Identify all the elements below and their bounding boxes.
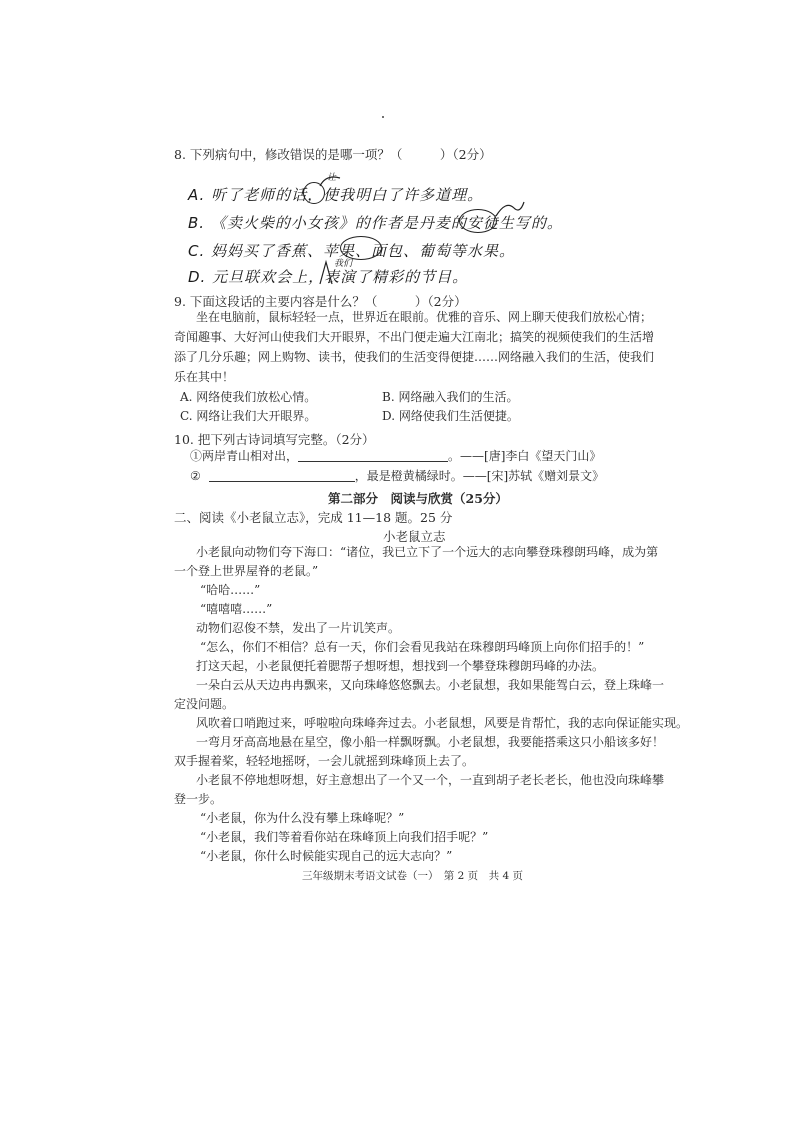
q10-blank-2[interactable] [209,481,355,482]
q8-a-correction-mark: 让 [327,173,337,183]
q10-line-1-start: ①两岸青山相对出， [190,449,299,463]
story-line: 双手握着桨，轻轻地摇呀，一会儿就摇到珠峰顶上去了。 [174,754,475,768]
q9-option-a: A. 网络使我们放松心情。 [180,390,317,404]
q9-paragraph-line: 添了几分乐趣；网上购物、读书，使我们的生活变得便捷……网络融入我们的生活，使我们 [174,350,655,364]
q8-a-insert-arc [318,174,342,188]
scan-speck [382,116,384,118]
q9-option-c: C. 网络让我们大开眼界。 [180,409,317,423]
story-line: “小老鼠，我们等着看你站在珠峰顶上向我们招手呢？” [200,830,489,844]
q10-stem: 10. 把下列古诗词填写完整。（2分） [174,432,375,447]
story-line: “小老鼠，你为什么没有攀上珠峰呢？” [200,811,405,825]
story-line: 动物们忍俊不禁，发出了一片讥笑声。 [196,621,401,635]
q10-line-2-end: ，最是橙黄橘绿时。——[宋]苏轼《赠刘景文》 [354,469,605,483]
q8-d-insert-caret [316,258,334,286]
story-line: 一个登上世界屋脊的老鼠。” [174,564,319,578]
q10-blank-1[interactable] [298,461,448,462]
story-title: 小老鼠立志 [383,529,446,544]
story-line: “嘻嘻嘻……” [200,602,273,616]
q10-line-2-start: ② [190,469,201,483]
q8-b-delete-mark [494,198,526,220]
q8-d-correction-mark: 我们 [334,259,353,269]
story-line: “怎么，你们不相信？总有一天，你们会看见我站在珠穆朗玛峰顶上向你们招手的！” [200,640,645,654]
q10-line-2 [190,470,604,482]
q8-option-c: C. 妈妈买了香蕉、苹果、面包、葡萄等水果。 [188,242,516,260]
q9-paragraph-line: 坐在电脑前，鼠标轻轻一点，世界近在眼前。优雅的音乐、网上聊天使我们放松心情； [196,310,653,324]
story-line: 打这天起，小老鼠便托着腮帮子想呀想，想找到一个攀登珠穆朗玛峰的办法。 [196,659,605,673]
q8-option-d: D. 元旦联欢会上，表演了精彩的节目。 [188,268,469,286]
q8-stem: 8. 下列病句中，修改错误的是哪一项？（ ）（2分） [174,147,492,162]
story-line: “小老鼠，你什么时候能实现自己的远大志向？” [200,849,453,863]
q10-line-1-end: 。——[唐]李白《望天门山》 [448,449,602,463]
story-line: 定没问题。 [174,697,235,711]
q9-paragraph-line: 乐在其中！ [174,370,235,384]
q9-paragraph-line: 奇闻趣事、大好河山使我们大开眼界，不出门便走遍大江南北；搞笑的视频使我们的生活增 [174,330,655,344]
q9-option-b: B. 网络融入我们的生活。 [382,390,519,404]
story-line: 一朵白云从天边冉冉飘来，又向珠峰悠悠飘去。小老鼠想，我如果能驾白云，登上珠峰一 [196,678,665,692]
q10-line-1 [190,450,601,462]
story-line: 登一步。 [174,792,223,806]
q9-stem: 9. 下面这段话的主要内容是什么？（ ）（2分） [174,294,467,309]
part2-instruction: 二、阅读《小老鼠立志》，完成 11—18 题。25 分 [174,510,453,525]
q8-option-a: A. 听了老师的话，使我明白了许多道理。 [188,186,484,204]
q9-option-d: D. 网络使我们生活便捷。 [382,409,519,423]
q8-b-correction-circle [459,209,497,233]
story-line: 风吹着口哨跑过来，呼啦啦向珠峰奔过去。小老鼠想，风要是肯帮忙，我的志向保证能实现。 [196,716,689,730]
q8-option-b: B. 《卖火柴的小女孩》的作者是丹麦的安徒生写的。 [188,214,563,232]
page-footer: 三年级期末考语文试卷（一） 第 2 页 共 4 页 [302,870,523,882]
story-line: “哈哈……” [200,583,261,597]
part2-title: 第二部分 阅读与欣赏（25分） [328,491,508,506]
story-line: 小老鼠不停地想呀想，好主意想出了一个又一个，一直到胡子老长老长，他也没向珠峰攀 [196,773,665,787]
story-line: 一弯月牙高高地悬在星空，像小船一样飘呀飘。小老鼠想，我要能搭乘这只小船该多好！ [196,735,665,749]
story-line: 小老鼠向动物们夸下海口：“诸位，我已立下了一个远大的志向攀登珠穆朗玛峰，成为第 [196,545,659,559]
